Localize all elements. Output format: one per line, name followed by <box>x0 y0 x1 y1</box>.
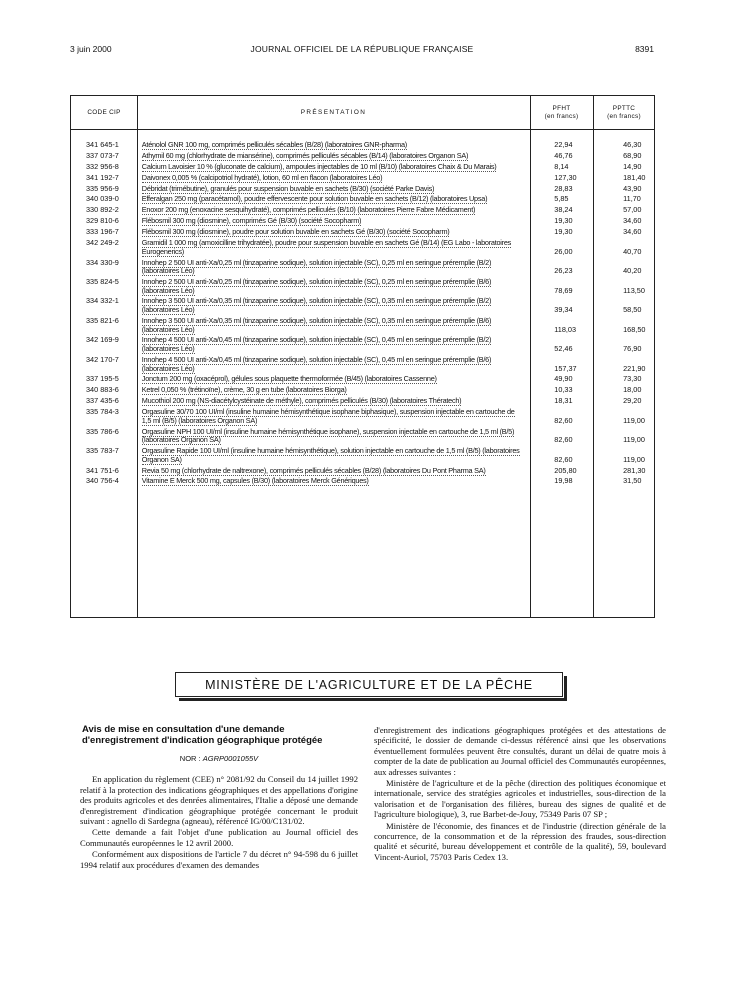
pttc-cell-value: 221,90 <box>623 363 646 373</box>
presentation-text: Innohep 4 500 UI anti-Xa/0,45 ml (tinzaparine sodique), solution injectable (SC), 0,45 ml en seringue préremplie (B/2) (laboratoires Léo) <box>141 335 492 354</box>
presentation-text: Vitamine E Merck 500 mg, capsules (B/30) (laboratoires Merck Génériques) <box>141 476 369 486</box>
col-header-pfht <box>530 96 593 129</box>
pttc-cell-value: 18,00 <box>623 385 642 395</box>
col-header-pfht-label: PFHT <box>552 105 571 112</box>
pttc-cell-value: 281,30 <box>623 465 646 475</box>
presentation-cell <box>137 163 528 172</box>
presentation-cell <box>137 239 528 256</box>
pttc-cell <box>591 447 654 464</box>
pttc-cell <box>591 477 654 486</box>
cip-code-cell-value: 337 073-7 <box>86 150 119 160</box>
presentation-text: Mucothiol 200 mg (NS-diacétylcystéinate de méthyle), comprimés pelliculés (B/30) (laboratoires Thératech) <box>141 396 462 406</box>
pfht-cell <box>528 185 591 194</box>
cip-code-cell <box>71 278 137 295</box>
header-page-number: 8391 <box>635 44 654 54</box>
pfht-cell-value: 118,03 <box>554 324 577 334</box>
nor-reference <box>80 754 358 764</box>
pfht-cell <box>528 152 591 161</box>
cip-code-cell <box>71 239 137 256</box>
pttc-cell <box>591 317 654 334</box>
cip-code-cell-value: 340 039-0 <box>86 194 119 204</box>
pfht-cell-value: 19,30 <box>554 216 573 226</box>
cip-code-cell-value: 341 751-6 <box>86 465 119 475</box>
table-row <box>71 163 654 172</box>
pfht-cell-value: 38,24 <box>554 205 573 215</box>
presentation-cell <box>137 356 528 373</box>
pttc-cell-value: 58,50 <box>623 305 642 315</box>
presentation-text: Innohep 3 500 UI anti-Xa/0,35 ml (tinzaparine sodique), solution injectable (SC), 0,35 ml en seringue préremplie (B/6) (laboratoires Léo) <box>141 315 492 334</box>
table-row <box>71 259 654 276</box>
presentation-cell <box>137 185 528 194</box>
pttc-cell <box>591 356 654 373</box>
cip-code-cell <box>71 228 137 237</box>
pttc-cell-value: 113,50 <box>623 285 645 295</box>
table-row <box>71 386 654 395</box>
pfht-cell <box>528 408 591 425</box>
pttc-cell-value: 119,00 <box>623 454 645 464</box>
presentation-text: Orgasuline NPH 100 UI/ml (insuline humaine hémisynthétique isophane), suspension injectable en cartouche de 1,5 ml (B/5) (laboratoires Organon SA) <box>141 426 515 445</box>
presentation-cell <box>137 297 528 314</box>
price-table <box>70 95 655 618</box>
pfht-cell-value: 78,69 <box>554 285 573 295</box>
pfht-cell-value: 127,30 <box>554 172 577 182</box>
pfht-cell-value: 10,33 <box>554 385 573 395</box>
pttc-cell <box>591 174 654 183</box>
pttc-cell <box>591 206 654 215</box>
header-date: 3 juin 2000 <box>70 44 112 54</box>
pttc-cell <box>591 278 654 295</box>
cip-code-cell <box>71 217 137 226</box>
pfht-cell <box>528 239 591 256</box>
pttc-cell <box>591 467 654 476</box>
table-row <box>71 467 654 476</box>
cip-code-cell-value: 342 249-2 <box>86 238 119 248</box>
pfht-cell-value: 18,31 <box>554 396 573 406</box>
header-divider <box>71 129 654 130</box>
table-row <box>71 336 654 353</box>
col-header-pfht-unit: (en francs) <box>544 112 579 120</box>
cip-code-cell <box>71 174 137 183</box>
table-row <box>71 185 654 194</box>
pfht-cell-value: 82,60 <box>554 415 573 425</box>
nor-label: NOR : <box>179 754 201 763</box>
presentation-cell <box>137 447 528 464</box>
presentation-text: Ketrel 0,050 % (trétinoïne), crème, 30 g en tube (laboratoires Biorga) <box>141 385 347 395</box>
cip-code-cell-value: 337 435-6 <box>86 396 119 406</box>
pfht-cell-value: 39,34 <box>554 305 573 315</box>
pfht-cell <box>528 447 591 464</box>
table-row <box>71 195 654 204</box>
cip-code-cell <box>71 428 137 445</box>
presentation-text: Innohep 2 500 UI anti-Xa/0,25 ml (tinzaparine sodique), solution injectable (SC), 0,25 ml en seringue préremplie (B/2) (laboratoires Léo) <box>141 257 492 276</box>
presentation-cell <box>137 228 528 237</box>
cip-code-cell <box>71 206 137 215</box>
cip-code-cell <box>71 336 137 353</box>
presentation-cell <box>137 397 528 406</box>
table-row <box>71 477 654 486</box>
cip-code-cell-value: 337 195-5 <box>86 374 119 384</box>
table-row <box>71 152 654 161</box>
pttc-cell-value: 68,90 <box>623 150 642 160</box>
cip-code-cell <box>71 375 137 384</box>
presentation-cell <box>137 278 528 295</box>
ministry-heading: MINISTÈRE DE L'AGRICULTURE ET DE LA PÊCHE <box>175 672 563 697</box>
cip-code-cell-value: 340 756-4 <box>86 476 119 486</box>
pttc-cell <box>591 259 654 276</box>
cip-code-cell-value: 340 883-6 <box>86 385 119 395</box>
table-row <box>71 141 654 150</box>
presentation-text: Aténolol GNR 100 mg, comprimés pelliculés sécables (B/28) (laboratoires GNR-pharma) <box>141 140 407 149</box>
cip-code-cell <box>71 195 137 204</box>
pttc-cell <box>591 185 654 194</box>
table-row <box>71 317 654 334</box>
pttc-cell-value: 14,90 <box>623 161 642 171</box>
cip-code-cell <box>71 477 137 486</box>
table-row <box>71 397 654 406</box>
cip-code-cell-value: 329 810-6 <box>86 216 119 226</box>
presentation-cell <box>137 259 528 276</box>
header-journal-title: JOURNAL OFFICIEL DE LA RÉPUBLIQUE FRANÇAISE <box>250 44 474 54</box>
pfht-cell-value: 46,76 <box>554 150 573 160</box>
cip-code-cell-value: 341 645-1 <box>86 140 119 149</box>
cip-code-cell <box>71 297 137 314</box>
presentation-text: Flébosmil 300 mg (diosmine), poudre pour solution buvable en sachets Gé (B/30) (société Socopharm) <box>141 227 450 237</box>
presentation-cell <box>137 217 528 226</box>
pfht-cell <box>528 477 591 486</box>
pttc-cell <box>591 375 654 384</box>
pttc-cell-value: 29,20 <box>623 396 642 406</box>
presentation-text: Innohep 2 500 UI anti-Xa/0,25 ml (tinzaparine sodique), solution injectable (SC), 0,25 ml en seringue préremplie (B/6) (laboratoires Léo) <box>141 276 492 295</box>
pttc-cell-value: 181,40 <box>623 172 646 182</box>
table-row <box>71 297 654 314</box>
cip-code-cell <box>71 163 137 172</box>
cip-code-cell <box>71 317 137 334</box>
presentation-text: Gramidil 1 000 mg (amoxicilline trihydratée), poudre pour suspension buvable en sachets Gé (B/14) (EG Labo - laboratoires Eurogenerics) <box>141 238 512 256</box>
cip-code-cell <box>71 356 137 373</box>
presentation-cell <box>137 152 528 161</box>
pfht-cell <box>528 297 591 314</box>
presentation-text: Revia 50 mg (chlorhydrate de naltrexone), comprimés pelliculés sécables (B/28) (laboratoires Du Pont Pharma SA) <box>141 465 486 475</box>
nor-value: AGRP0001055V <box>202 754 259 763</box>
table-row <box>71 447 654 464</box>
pttc-cell <box>591 428 654 445</box>
cip-code-cell <box>71 185 137 194</box>
pfht-cell <box>528 317 591 334</box>
pfht-cell <box>528 356 591 373</box>
paragraph: En application du règlement (CEE) n° 2081/92 du Conseil du 14 juillet 1992 relatif à la protection des indications géographiques et des appellations d'origine des produits agricoles et des denrées alimentaires, l'Italie a déposé une demande d'enregistrement d'indication géographique protégée concernant le produit suivant : agnello di Sardegna (agneau), référencé IG/00/C131/02. <box>80 774 358 827</box>
cip-code-cell-value: 335 824-5 <box>86 276 119 286</box>
table-body <box>71 141 654 488</box>
cip-code-cell-value: 335 786-6 <box>86 426 119 436</box>
presentation-text: Orgasuline Rapide 100 UI/ml (insuline humaine hémisynthétique), solution injectable en cartouche de 1,5 ml (B/5) (laboratoires Organon SA) <box>141 446 520 464</box>
table-row <box>71 408 654 425</box>
cip-code-cell <box>71 386 137 395</box>
pttc-cell <box>591 152 654 161</box>
pfht-cell-value: 5,85 <box>554 194 569 204</box>
table-row <box>71 228 654 237</box>
paragraph: Ministère de l'économie, des finances et de l'industrie (direction générale de la concurrence, de la consommation et de la répression des fraudes, sous-direction qualité et sécurité, bureau développement et contrôle de la qualité), 59, boulevard Vincent-Auriol, 75703 Paris Cedex 13. <box>374 820 666 862</box>
pfht-cell-value: 82,60 <box>554 435 573 445</box>
cip-code-cell-value: 335 821-6 <box>86 315 119 325</box>
pttc-cell-value: 57,00 <box>623 205 642 215</box>
pfht-cell-value: 26,23 <box>554 266 573 276</box>
pfht-cell-value: 19,30 <box>554 227 573 237</box>
table-row <box>71 356 654 373</box>
cip-code-cell <box>71 408 137 425</box>
paragraph: d'enregistrement des indications géographiques protégées et des attestations de spécificité, le dossier de demande ci-dessus référencé ainsi que les observations éventuellement formulées peuvent être consultés, durant un délai de quatre mois à compter de la date de publication au Journal officiel des Communautés européennes, aux adresses suivantes : <box>374 725 666 777</box>
presentation-cell <box>137 174 528 183</box>
pttc-cell-value: 11,70 <box>623 194 641 204</box>
pttc-cell-value: 43,90 <box>623 183 642 193</box>
pfht-cell <box>528 428 591 445</box>
presentation-text: Innohep 3 500 UI anti-Xa/0,35 ml (tinzaparine sodique), solution injectable (SC), 0,35 ml en seringue préremplie (B/2) (laboratoires Léo) <box>141 296 492 315</box>
left-column <box>80 725 358 871</box>
pttc-cell-value: 31,50 <box>623 476 642 486</box>
presentation-text: Jonctum 200 mg (oxacéprol), gélules sous plaquette thermoformée (B/45) (laboratoires Cassenne) <box>141 374 437 384</box>
presentation-cell <box>137 141 528 150</box>
pttc-cell-value: 73,30 <box>623 374 642 384</box>
paragraph: Conformément aux dispositions de l'article 7 du décret n° 94-598 du 6 juillet 1994 relatif aux procédures d'examen des demandes <box>80 849 358 870</box>
cip-code-cell-value: 342 170-7 <box>86 354 119 364</box>
pfht-cell-value: 8,14 <box>554 161 569 171</box>
pfht-cell-value: 52,46 <box>554 344 573 354</box>
presentation-text: Enoxor 200 mg (enoxacine sesquihydraté), comprimés pelliculés (B/10) (laboratoires Pierre Fabre Médicament) <box>141 205 476 215</box>
pttc-cell <box>591 239 654 256</box>
cip-code-cell <box>71 141 137 150</box>
presentation-text: Flébosmil 300 mg (diosmine), comprimés Gé (B/30) (société Socopharm) <box>141 216 362 226</box>
pfht-cell <box>528 206 591 215</box>
col-header-pttc-unit: (en francs) <box>607 112 641 120</box>
col-header-pttc <box>593 96 655 129</box>
pttc-cell <box>591 163 654 172</box>
cip-code-cell <box>71 397 137 406</box>
pttc-cell-value: 168,50 <box>623 324 646 334</box>
pfht-cell-value: 157,37 <box>554 363 577 373</box>
cip-code-cell <box>71 152 137 161</box>
pfht-cell <box>528 259 591 276</box>
pttc-cell <box>591 228 654 237</box>
pfht-cell <box>528 336 591 353</box>
pttc-cell <box>591 336 654 353</box>
table-row <box>71 375 654 384</box>
pfht-cell-value: 26,00 <box>554 246 573 256</box>
col-header-code: CODE CIP <box>87 108 121 116</box>
presentation-cell <box>137 336 528 353</box>
pfht-cell-value: 49,90 <box>554 374 573 384</box>
pttc-cell-value: 34,60 <box>623 216 642 226</box>
table-row <box>71 428 654 445</box>
pttc-cell-value: 34,60 <box>623 227 642 237</box>
table-row <box>71 239 654 256</box>
cip-code-cell-value: 341 192-7 <box>86 172 119 182</box>
pfht-cell <box>528 217 591 226</box>
presentation-text: Débridat (trimébutine), granulés pour suspension buvable en sachets (B/30) (société Parke Davis) <box>141 183 435 193</box>
cip-code-cell-value: 335 783-7 <box>86 446 119 456</box>
pfht-cell <box>528 195 591 204</box>
pfht-cell-value: 19,98 <box>554 476 573 486</box>
pttc-cell <box>591 195 654 204</box>
presentation-cell <box>137 477 528 486</box>
cip-code-cell <box>71 259 137 276</box>
presentation-cell <box>137 375 528 384</box>
cip-code-cell-value: 342 169-9 <box>86 335 119 345</box>
page-header <box>70 44 654 56</box>
presentation-cell <box>137 428 528 445</box>
col-header-pttc-label: PPTTC <box>612 105 636 112</box>
cip-code-cell-value: 335 956-9 <box>86 183 119 193</box>
pttc-cell <box>591 408 654 425</box>
paragraph: Cette demande a fait l'objet d'une publication au Journal officiel des Communautés européennes le 12 avril 2000. <box>80 827 358 848</box>
pfht-cell-value: 205,80 <box>554 465 577 475</box>
presentation-text: Efferalgan 250 mg (paracétamol), poudre effervescente pour solution buvable en sachets (B/12) (laboratoires Upsa) <box>141 194 488 204</box>
pttc-cell-value: 76,90 <box>623 344 642 354</box>
presentation-text: Orgasuline 30/70 100 UI/ml (insuline humaine hémisynthétique isophane biphasique), suspension injectable en cartouche de 1,5 ml (B/5) (laboratoires Organon SA) <box>141 407 515 425</box>
pttc-cell <box>591 397 654 406</box>
pttc-cell-value: 119,00 <box>623 415 645 425</box>
cip-code-cell-value: 330 892-2 <box>86 205 119 215</box>
pfht-cell-value: 28,83 <box>554 183 573 193</box>
presentation-text: Daivonex 0,005 % (calcipotriol hydraté), lotion, 60 ml en flacon (laboratoires Léo) <box>141 172 383 182</box>
pttc-cell-value: 40,20 <box>623 266 642 276</box>
cip-code-cell-value: 335 784-3 <box>86 407 119 417</box>
pttc-cell-value: 46,30 <box>623 140 642 149</box>
pfht-cell <box>528 228 591 237</box>
pfht-cell <box>528 278 591 295</box>
pfht-cell <box>528 163 591 172</box>
presentation-cell <box>137 195 528 204</box>
pfht-cell <box>528 397 591 406</box>
presentation-cell <box>137 206 528 215</box>
presentation-cell <box>137 467 528 476</box>
table-row <box>71 174 654 183</box>
table-row <box>71 278 654 295</box>
presentation-cell <box>137 408 528 425</box>
pttc-cell-value: 40,70 <box>623 246 642 256</box>
pfht-cell <box>528 467 591 476</box>
pttc-cell <box>591 297 654 314</box>
pfht-cell-value: 22,94 <box>554 140 573 149</box>
right-column <box>374 725 666 863</box>
presentation-text: Innohep 4 500 UI anti-Xa/0,45 ml (tinzaparine sodique), solution injectable (SC), 0,45 ml en seringue préremplie (B/6) (laboratoires Léo) <box>141 354 492 373</box>
table-row <box>71 206 654 215</box>
pfht-cell-value: 82,60 <box>554 454 573 464</box>
pfht-cell <box>528 386 591 395</box>
presentation-text: Calcium Lavoisier 10 % (gluconate de calcium), ampoules injectables de 10 ml (B/10) (laboratoires Chaix & Du Marais) <box>141 161 497 171</box>
presentation-cell <box>137 386 528 395</box>
presentation-cell <box>137 317 528 334</box>
cip-code-cell-value: 333 196-7 <box>86 227 119 237</box>
cip-code-cell-value: 332 956-8 <box>86 161 119 171</box>
table-row <box>71 217 654 226</box>
avis-title: Avis de mise en consultation d'une demande d'enregistrement d'indication géographique protégée <box>82 724 323 746</box>
paragraph: Ministère de l'agriculture et de la pêche (direction des politiques économique et internationale, service des stratégies agricoles et industrielles, sous-direction de la valorisation et de l'organisation des filières, bureau des signes de qualité et de l'agriculture biologique), 3, rue Barbet-de-Jouy, 75349 Paris 07 SP ; <box>374 778 666 820</box>
cip-code-cell-value: 334 332-1 <box>86 296 119 306</box>
pfht-cell <box>528 174 591 183</box>
cip-code-cell-value: 334 330-9 <box>86 257 119 267</box>
cip-code-cell <box>71 467 137 476</box>
pttc-cell <box>591 141 654 150</box>
presentation-text: Athymil 60 mg (chlorhydrate de miansérine), comprimés pelliculés sécables (B/14) (laboratoires Organon SA) <box>141 150 469 160</box>
col-header-presentation: PRÉSENTATION <box>300 108 367 116</box>
pttc-cell <box>591 386 654 395</box>
pttc-cell <box>591 217 654 226</box>
pttc-cell-value: 119,00 <box>623 435 645 445</box>
pfht-cell <box>528 375 591 384</box>
cip-code-cell <box>71 447 137 464</box>
pfht-cell <box>528 141 591 150</box>
